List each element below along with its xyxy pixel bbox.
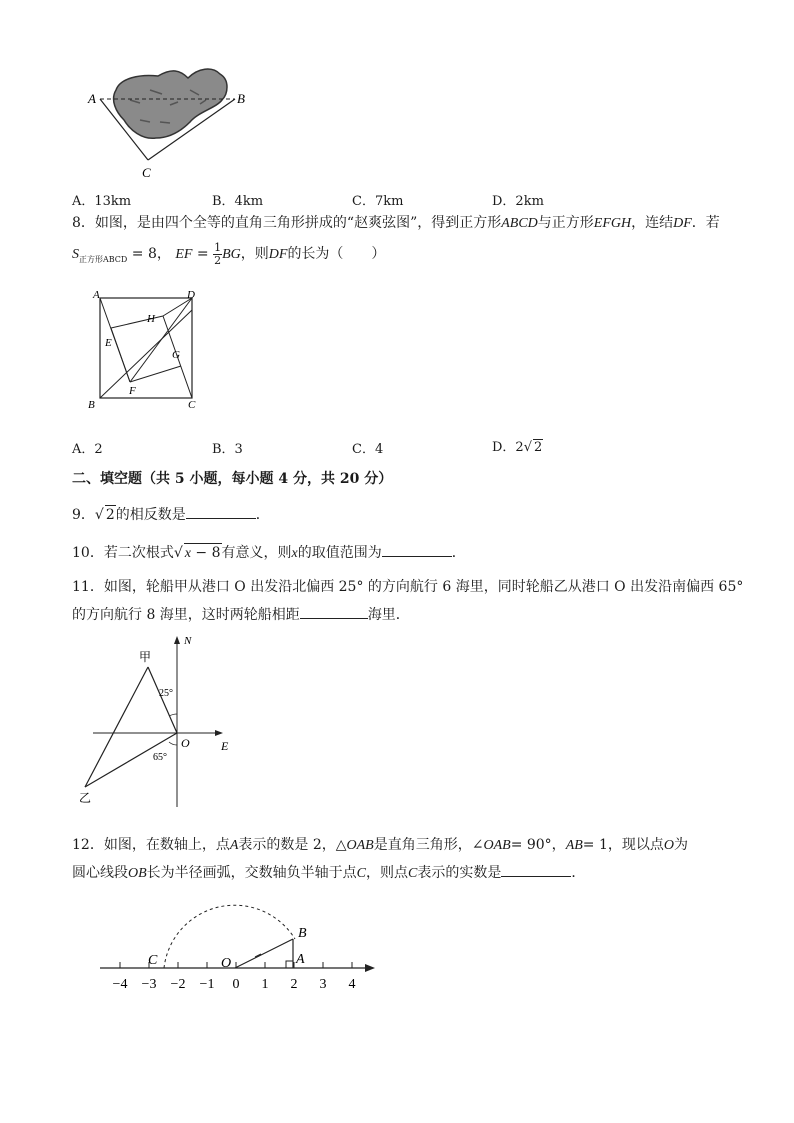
label-B: B xyxy=(237,91,245,106)
label-A: A xyxy=(88,91,96,106)
q12-number-line-figure xyxy=(95,890,385,995)
label-C: C xyxy=(142,165,151,180)
q12-stem-line2: 圆心线段OB长为半径画弧，交数轴负半轴于点C，则点C表示的实数是 ． xyxy=(72,862,585,883)
square-ABCD xyxy=(100,298,192,398)
q9-stem: 9．√ 2的相反数是 ． xyxy=(72,504,270,524)
q7-option-c: C．7km xyxy=(352,194,404,209)
svg-text:C: C xyxy=(188,399,196,411)
svg-text:E: E xyxy=(221,739,229,753)
q11-compass-figure xyxy=(75,632,245,812)
q10-answer-blank[interactable] xyxy=(382,542,452,557)
svg-text:甲: 甲 xyxy=(139,650,152,664)
tick-label: −2 xyxy=(170,977,186,992)
tick-label: 1 xyxy=(261,977,269,992)
tick-label: 0 xyxy=(232,977,240,992)
q8-option-c: C．4 xyxy=(352,442,384,457)
svg-text:A: A xyxy=(93,289,100,301)
q8-stem-line2: $S_{正方形ABCD} = 8$， EF = $\frac{1}{2}$ BG，则DF的长为（ ） xyxy=(72,240,386,267)
tick-label: −3 xyxy=(141,977,157,992)
q7-option-b: B．4km xyxy=(212,194,264,209)
svg-text:25°: 25° xyxy=(159,688,173,699)
svg-text:乙: 乙 xyxy=(79,791,92,805)
q11-answer-blank[interactable] xyxy=(300,604,368,619)
tick-label: 2 xyxy=(290,977,298,992)
svg-text:H: H xyxy=(147,313,155,325)
svg-text:E: E xyxy=(105,337,112,349)
tick-label: −4 xyxy=(112,977,128,992)
q11-stem-line1: 11．如图，轮船甲从港口 O 出发沿北偏西 25° 的方向航行 6 海里，同时轮船乙从港口 O 出发沿南偏西 65° xyxy=(72,579,744,595)
svg-text:65°: 65° xyxy=(153,752,167,763)
q8-stem-line1: 8．如图，是由四个全等的直角三角形拼成的“赵爽弦图”，得到正方形ABCD与正方形EFGH，连结DF．若 xyxy=(72,215,720,231)
q12-stem-line1: 12．如图，在数轴上，点A表示的数是 2，△OAB是直角三角形，∠OAB= 90°，AB= 1，现以点O为 xyxy=(72,837,689,853)
fraction-one-half: $\frac{1}{2}$ xyxy=(214,240,222,267)
q10-stem: 10．若二次根式√ x − 8有意义，则x的取值范围为 ． xyxy=(72,542,466,563)
tick-label: −1 xyxy=(199,977,215,992)
tick-label: 3 xyxy=(319,977,327,992)
svg-text:O: O xyxy=(181,736,190,750)
line-DF xyxy=(130,298,192,382)
svg-text:C: C xyxy=(148,953,158,968)
svg-text:A: A xyxy=(296,952,305,967)
svg-text:B: B xyxy=(88,399,95,411)
svg-text:G: G xyxy=(172,349,180,361)
svg-text:O: O xyxy=(221,956,232,971)
q8-option-d: D．2√ 2 xyxy=(492,440,543,455)
q7-option-d: D．2km xyxy=(492,194,544,209)
q8-option-b: B．3 xyxy=(212,442,243,457)
q8-option-a: A．2 xyxy=(72,442,103,457)
svg-text:D: D xyxy=(187,289,195,301)
tick-label: 4 xyxy=(348,977,356,992)
q8-zhao-shuang-figure xyxy=(85,288,205,413)
q12-answer-blank[interactable] xyxy=(501,862,571,877)
section-title: 二、填空题（共 5 小题，每小题 4 分，共 20 分） xyxy=(72,471,393,487)
svg-text:F: F xyxy=(129,385,136,397)
q11-stem-line2: 的方向航行 8 海里，这时两轮船相距 海里． xyxy=(72,604,410,624)
svg-text:N: N xyxy=(184,635,192,647)
svg-text:B: B xyxy=(298,926,307,941)
lake-shape xyxy=(114,69,227,138)
q9-answer-blank[interactable] xyxy=(186,504,256,519)
q7-option-a: A．13km xyxy=(72,194,132,209)
segment-OB xyxy=(235,939,293,968)
q7-lake-figure xyxy=(80,60,270,185)
